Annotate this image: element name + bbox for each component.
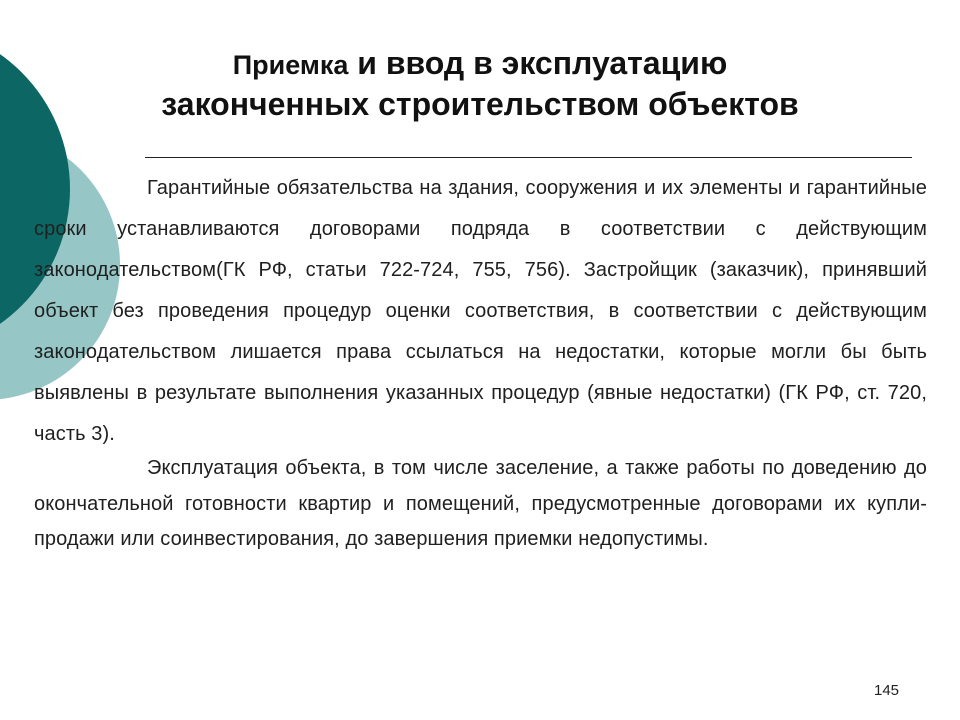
title-line-1-part-2: и ввод в эксплуатацию: [348, 45, 728, 81]
title-line-1: [110, 44, 850, 85]
slide-title: [110, 44, 850, 124]
title-divider: [145, 157, 912, 158]
paragraph-operation: Эксплуатация объекта, в том числе заселение, а также работы по доведению до окончательной готовности квартир и помещений, предусмотренные договорами их купли-продажи или соинвестирования, до завершения приемки недопустимы.: [34, 457, 927, 551]
title-line-2: законченных строительством объектов: [161, 86, 799, 122]
slide-body: [34, 168, 927, 558]
title-line-1-part-1: Приемка: [232, 50, 349, 80]
page-number: 145: [874, 682, 900, 699]
paragraph-warranty: Гарантийные обязательства на здания, сооружения и их элементы и гарантийные сроки устанавливаются договорами подряда в соответствии с действующим законодательством(ГК РФ, статьи 722-724, 755, 756). Застройщик (заказчик), принявший объект без проведения процедур оценки соответствия, в соответствии с действующим законодательством лишается права ссылаться на недостатки, которые могли бы быть выявлены в результате выполнения указанных процедур (явные недостатки) (ГК РФ, ст. 720, часть 3).: [34, 177, 927, 445]
